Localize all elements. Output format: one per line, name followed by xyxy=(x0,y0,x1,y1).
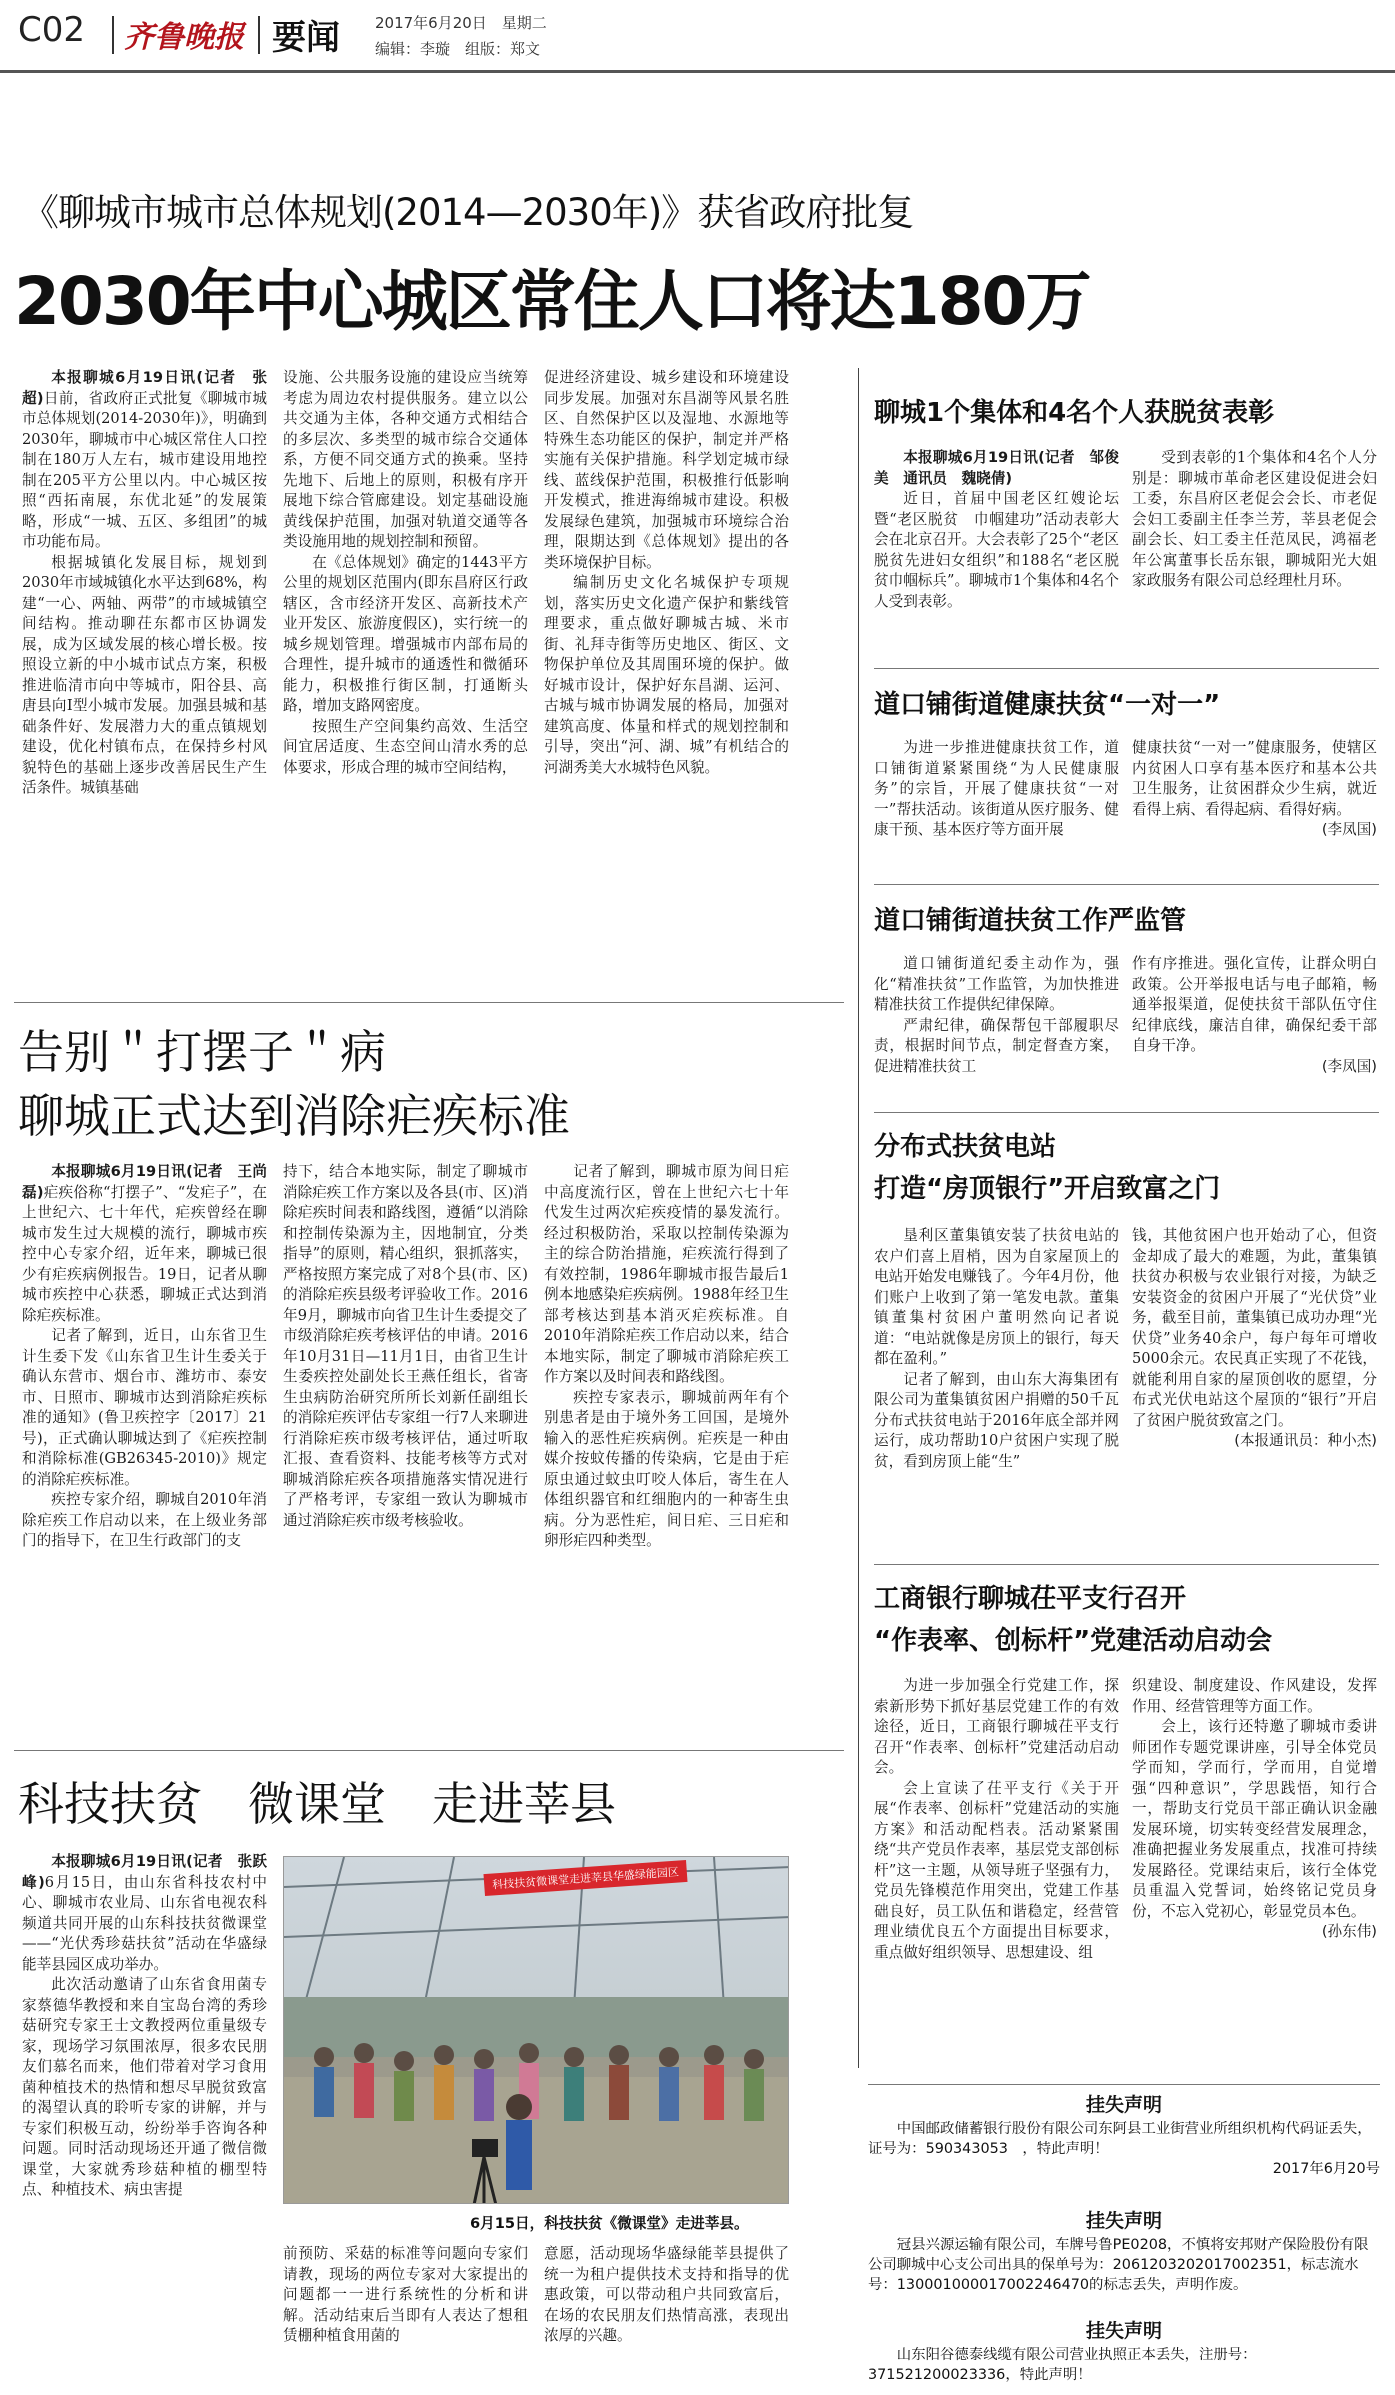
section-rule xyxy=(874,884,1379,885)
notice-body: 冠县兴源运输有限公司，车牌号鲁PE0208，不慎将安邦财产保险股份有限公司聊城中心支公司出具的保单号为：2061203202017002351，标志流水号：130001000017002246470的标志丢失，声明作废。 xyxy=(868,2237,1369,2293)
byline: 本报聊城6月19日讯(记者 张超) xyxy=(22,369,267,407)
article-headline: 告别＂打摆子＂病 xyxy=(18,1025,386,1079)
article-column xyxy=(1132,1676,1377,2068)
paragraph: 持下，结合本地实际，制定了聊城市消除疟疾工作方案以及各县(市、区)消除疟疾时间表和路线图，遵循“以消除和控制传染源为主，因地制宜，分类指导”的原则，精心组织，狠抓落实，严格按照方案完成了对8个县(市、区)的消除疟疾县级考评验收工作。2016年9月，聊城市向省卫生计生委提交了市级消除疟疾考核评估的申请。2016年10月31日—11月1日，由省卫生计生委疾控处副处长王燕任组长，省寄生虫病防治研究所所长刘新任副组长的消除疟疾评估专家组一行7人来聊进行消除疟疾市级考核评估，通过听取汇报、查看资料、技能考核等方式对聊城消除疟疾各项措施落实情况进行了严格考评，专家组一致认为聊城市通过消除疟疾市级考核验收。 xyxy=(283,1163,528,1529)
notice-date: 2017年6月20号 xyxy=(1272,2161,1380,2177)
article-headline: 道口铺街道扶贫工作严监管 xyxy=(874,906,1187,936)
paragraph: 织建设、制度建设、作风建设，发挥作用、经营管理等方面工作。 xyxy=(1132,1677,1377,1715)
notice xyxy=(868,2317,1380,2385)
notice-title: 挂失声明 xyxy=(1085,2320,1162,2342)
article-column xyxy=(874,738,1119,866)
issue-date: 2017年6月20日 星期二 xyxy=(375,14,547,32)
article-column xyxy=(874,1226,1119,1552)
photo-illustration xyxy=(284,1857,789,2204)
article-headline: 打造“房顶银行”开启致富之门 xyxy=(874,1174,1221,1204)
kicker-headline: 《聊城市城市总体规划(2014—2030年)》获省政府批复 xyxy=(22,191,914,234)
section-rule xyxy=(874,1112,1379,1113)
paragraph: 促进经济建设、城乡建设和环境建设同步发展。加强对东昌湖等风景名胜区、自然保护区以及湿地、水源地等特殊生态功能区的保护，制定并严格实施有关保护措施。科学划定城市绿线、蓝线保护范围，积极推行低影响开发模式，推进海绵城市建设。积极发展绿色建筑，加强城市环境综合治理，限期达到《总体规划》提出的各类环境保护目标。 xyxy=(544,369,789,571)
notice-title: 挂失声明 xyxy=(1085,2094,1162,2116)
article-headline: 科技扶贫 微课堂 走进莘县 xyxy=(18,1777,616,1831)
article-column xyxy=(1132,1226,1377,1552)
masthead-divider xyxy=(258,16,260,54)
section-name: 要闻 xyxy=(272,18,340,58)
article-column xyxy=(283,1162,528,1740)
notice xyxy=(868,2207,1380,2295)
byline: 本报聊城6月19日讯(记者 王尚磊) xyxy=(22,1163,267,1201)
paragraph: 按照生产空间集约高效、生活空间宜居适度、生态空间山清水秀的总体要求，形成合理的城市空间结构， xyxy=(283,717,528,776)
article-column xyxy=(874,1676,1119,2068)
paragraph: 前预防、采菇的标准等问题向专家们请教，现场的两位专家对大家提出的问题都一一进行系统性的分析和讲解。活动结束后当即有人表达了想租赁棚种植食用菌的 xyxy=(283,2245,528,2344)
paragraph: 记者了解到，由山东大海集团有限公司为董集镇贫困户捐赠的50千瓦分布式扶贫电站于2016年底全部并网运行，成功帮助10户贫困户实现了脱贫，看到房顶上能“生” xyxy=(874,1370,1119,1470)
byline: 本报聊城6月19日讯(记者 邹俊美 通讯员 魏晓倩) xyxy=(874,449,1119,487)
author-sign: (孙东伟) xyxy=(1321,1923,1377,1940)
article-headline: 道口铺街道健康扶贫“一对一” xyxy=(874,690,1221,720)
article-column xyxy=(1132,738,1377,890)
article-column xyxy=(283,368,528,980)
notice-body: 中国邮政储蓄银行股份有限公司东阿县工业街营业所组织机构代码证丢失，证号为：590343053 ，特此声明！ xyxy=(868,2121,1372,2157)
paragraph: 记者了解到，近日，山东省卫生计生委下发《山东省卫生计生委关于确认东营市、烟台市、潍坊市、泰安市、日照市、聊城市达到消除疟疾标准的通知》(鲁卫疾控字〔2017〕21号)，正式确认聊城达到了《疟疾控制和消除标准(GB26345-2010)》规定的消除疟疾标准。 xyxy=(22,1327,267,1488)
paragraph: 此次活动邀请了山东省食用菌专家蔡德华教授和来自宝岛台湾的秀珍菇研究专家王士文教授两位重量级专家，现场学习氛围浓厚，很多农民朋友们慕名而来，他们带着对学习食用菌种植技术的热情和想尽早脱贫致富的渴望认真的聆听专家的讲解，并与专家们积极互动，纷纷举手咨询各种问题。同时活动现场还开通了微信微课堂，大家就秀珍菇种植的棚型特点、种植技术、病虫害提 xyxy=(22,1976,267,2198)
article-column xyxy=(874,954,1119,1109)
paragraph: 钱，其他贫困户也开始动了心，但资金却成了最大的难题，为此，董集镇扶贫办积极与农业银行对接，为缺乏安装资金的贫困户开展了“光伏贷”业务，截至目前，董集镇已成功办理“光伏贷”业务40余户，每户每年可增收5000余元。农民真正实现了不花钱，就能利用自家的屋顶创收的愿望，分布式光伏电站这个屋顶的“银行”开启了贫困户脱贫致富之门。 xyxy=(1132,1227,1377,1429)
paragraph: 根据城镇化发展目标，规划到2030年市域城镇化水平达到68%，构建“一心、两轴、两带”的市域城镇空间结构。推动聊茌东都市区协调发展，成为区域发展的核心增长极。按照设立新的中小城市试点方案，积极推进临清市向中等城市，阳谷县、高唐县向Ⅰ型小城市发展。加强县城和基础条件好、发展潜力大的重点镇规划建设，优化村镇布点，在保持乡村风貌特色的基础上逐步改善居民生产生活条件。城镇基础 xyxy=(22,553,267,796)
paragraph: 近日，首届中国老区红嫂论坛暨“老区脱贫 巾帼建功”活动表彰大会在北京召开。大会表彰了25个“老区脱贫先进妇女组织”和188名“老区脱贫巾帼标兵”。聊城市1个集体和4名个人受到表彰。 xyxy=(874,490,1119,610)
paragraph: 为进一步推进健康扶贫工作，道口铺街道紧紧围绕“为人民健康服务”的宗旨，开展了健康扶贫“一对一”帮扶活动。该街道从医疗服务、健康干预、基本医疗等方面开展 xyxy=(874,739,1119,838)
article-column xyxy=(22,1162,267,1740)
paragraph: 疟疾俗称“打摆子”、“发疟子”，在上世纪六、七十年代，疟疾曾经在聊城市发生过大规模的流行，聊城市疾控中心专家介绍，近年来，聊城已很少有疟疾病例报告。19日，记者从聊城市疾控中心获悉，聊城正式达到消除疟疾标准。 xyxy=(22,1183,267,1324)
article-column xyxy=(544,368,789,980)
paragraph: 垦利区董集镇安装了扶贫电站的农户们喜上眉梢，因为自家屋顶上的电站开始发电赚钱了。今年4月份，他们账户上收到了第一笔发电款。董集镇董集村贫困户董明然向记者说道：“电站就像是房顶上的银行，每天都在盈利。” xyxy=(874,1227,1119,1367)
article-headline: “作表率、创标杆”党建活动启动会 xyxy=(874,1626,1273,1656)
paragraph: 道口铺街道纪委主动作为，强化“精准扶贫”工作监管，为加快推进精准扶贫工作提供纪律保障。 xyxy=(874,955,1119,1013)
article-headline: 聊城正式达到消除疟疾标准 xyxy=(18,1089,570,1143)
paragraph: 会上，该行还特邀了聊城市委讲师团作专题党课讲座，引导全体党员学而知，学而行，学而用，自觉增强“四种意识”，学思践悟，知行合一，帮助支行党员干部正确认识金融发展环境，切实转变经营发展理念，准确把握业务发展重点，找准可持续发展路径。党课结束后，该行全体党员重温入党誓词，始终铭记党员身份，不忘入党初心，彰显党员本色。 xyxy=(1132,1718,1377,1920)
notice-title: 挂失声明 xyxy=(1085,2210,1162,2232)
paragraph: 健康扶贫“一对一”健康服务，使辖区内贫困人口享有基本医疗和基本公共卫生服务，让贫困群众少生病，就近看得上病、看得起病、看得好病。 xyxy=(1132,739,1377,818)
notice-body: 山东阳谷德泰线缆有限公司营业执照正本丢失，注册号：371521200023336，特此声明！ xyxy=(868,2347,1257,2383)
main-headline: 2030年中心城区常住人口将达180万 xyxy=(14,263,1090,340)
article-column xyxy=(1132,448,1377,663)
column-divider xyxy=(858,368,859,2068)
paragraph: 编制历史文化名城保护专项规划，落实历史文化遗产保护和紫线管理要求，重点做好聊城古城、米市街、礼拜寺街等历史地区、街区、文物保护单位及其周围环境的保护。做好城市设计，保护好东昌湖、运河、古城与城市协调发展的格局，加强对建筑高度、体量和样式的规划控制和引导，突出“河、湖、城”有机结合的河湖秀美大水城特色风貌。 xyxy=(544,574,789,776)
author-sign: (李凤国) xyxy=(1321,1057,1377,1075)
author-sign: (李凤国) xyxy=(1321,821,1377,838)
paragraph: 严肃纪律，确保帮包干部履职尽责，根据时间节点，制定督查方案，促进精准扶贫工 xyxy=(874,1016,1119,1075)
newspaper-logo: 齐鲁晚报 xyxy=(124,20,244,55)
paragraph: 作有序推进。强化宣传，让群众明白政策。公开举报电话与电子邮箱，畅通举报渠道，促使扶贫干部队伍守住纪律底线，廉洁自律，确保纪委干部自身干净。 xyxy=(1132,955,1377,1054)
masthead xyxy=(0,0,1395,70)
article-headline: 分布式扶贫电站 xyxy=(874,1132,1057,1162)
photo-banner: 科技扶贫微课堂走进莘县华盛绿能园区 xyxy=(483,1860,687,1896)
page-number: C02 xyxy=(18,10,86,50)
paragraph: 6月15日，由山东省科技农村中心、聊城市农业局、山东省电视农科频道共同开展的山东科技扶贫微课堂——“光伏秀珍菇扶贫”活动在华盛绿能莘县园区成功举办。 xyxy=(22,1873,267,1973)
paragraph: 日前，省政府正式批复《聊城市城市总体规划(2014-2030年)》，明确到2030年，聊城市中心城区常住人口控制在180万人左右，城市建设用地控制在205平方公里以内。中心城区按照“西拓南展，东优北延”的发展策略，形成“一城、五区、多组团”的城市功能布局。 xyxy=(22,389,267,550)
photo-caption: 6月15日，科技扶贫《微课堂》走进莘县。 xyxy=(470,2215,749,2232)
masthead-rule xyxy=(0,70,1395,73)
author-sign: (本报通讯员：种小杰) xyxy=(1234,1432,1377,1449)
article-column xyxy=(1132,954,1377,1109)
byline: 本报聊城6月19日讯(记者 张跃峰) xyxy=(22,1853,267,1891)
paragraph: 疾控专家表示，聊城前两年有个别患者是由于境外务工回国，是境外输入的恶性疟疾病例。疟疾是一种由媒介按蚊传播的传染病，它是由于疟原虫通过蚊虫叮咬人体后，寄生在人体组织器官和红细胞内的一种寄生虫病。分为恶性疟，间日疟、三日疟和卵形疟四种类型。 xyxy=(544,1388,789,1549)
notices-box xyxy=(868,2084,1380,2390)
masthead-divider xyxy=(112,16,114,54)
article-column xyxy=(22,368,267,980)
paragraph: 受到表彰的1个集体和4名个人分别是：聊城市革命老区建设促进会妇工委，东昌府区老促会会长、市老促会妇工委副主任李兰芳，莘县老促会副会长、妇工委主任范凤民，鸿福老年公寓董事长岳东银，聊城阳光大姐家政服务有限公司总经理杜月环。 xyxy=(1132,449,1377,589)
article-column xyxy=(544,1162,789,1740)
section-rule xyxy=(874,668,1379,669)
article-column xyxy=(22,1852,267,2388)
paragraph: 为进一步加强全行党建工作，探索新形势下抓好基层党建工作的有效途径，近日，工商银行聊城茌平支行召开“作表率、创标杆”党建活动启动会。 xyxy=(874,1677,1119,1776)
notice xyxy=(868,2091,1380,2179)
article-headline: 工商银行聊城茌平支行召开 xyxy=(874,1584,1187,1614)
article-column xyxy=(544,2244,789,2384)
paragraph: 疾控专家介绍，聊城自2010年消除疟疾工作启动以来，在上级业务部门的指导下，在卫生行政部门的支 xyxy=(22,1491,267,1549)
article-column xyxy=(283,2244,528,2384)
news-photo xyxy=(283,1856,789,2204)
paragraph: 在《总体规划》确定的1443平方公里的规划区范围内(即东昌府区行政辖区，含市经济开发区、高新技术产业开发区、旅游度假区)，实行统一的城乡规划管理。增强城市内部布局的合理性，提升城市的通透性和微循环能力，积极推行街区制，打通断头路，增加支路网密度。 xyxy=(283,553,528,714)
article-headline: 聊城1个集体和4名个人获脱贫表彰 xyxy=(874,398,1275,428)
editor-credit: 编辑：李璇 组版：郑文 xyxy=(375,40,541,58)
paragraph: 意愿，活动现场华盛绿能莘县提供了统一为租户提供技术支持和指导的优惠政策，可以带动租户共同致富后，在场的农民朋友们热情高涨，表现出浓厚的兴趣。 xyxy=(544,2245,789,2344)
paragraph: 记者了解到，聊城市原为间日疟中高度流行区，曾在上世纪六七十年代发生过两次疟疾疫情的暴发流行。经过积极防治，采取以控制传染源为主的综合防治措施，疟疾流行得到了有效控制，1986年聊城市报告最后1例本地感染疟疾病例。1988年经卫生部考核达到基本消灭疟疾标准。自2010年消除疟疾工作启动以来，结合本地实际，制定了聊城市消除疟疾工作方案以及时间表和路线图。 xyxy=(544,1163,789,1385)
section-rule xyxy=(14,1002,844,1003)
paragraph: 设施、公共服务设施的建设应当统筹考虑为周边农村提供服务。建立以公共交通为主体，各种交通方式相结合的多层次、多类型的城市综合交通体系，方便不同交通方式的换乘。坚持先地下、后地上的原则，积极有序开展地下综合管廊建设。划定基础设施黄线保护范围，加强对轨道交通等各类设施用地的规划控制和预留。 xyxy=(283,369,528,550)
section-rule xyxy=(874,1564,1379,1565)
paragraph: 会上宣读了茌平支行《关于开展“作表率、创标杆”党建活动的实施方案》和活动配档表。活动紧紧围绕“共产党员作表率，基层党支部创标杆”这一主题，从领导班子坚强有力，党员先锋模范作用突出，党建工作基础良好，员工队伍和谐稳定，经营管理业绩优良五个方面提出目标要求，重点做好组织领导、思想建设、组 xyxy=(874,1779,1119,1961)
section-rule xyxy=(14,1750,844,1751)
article-column xyxy=(874,448,1119,663)
